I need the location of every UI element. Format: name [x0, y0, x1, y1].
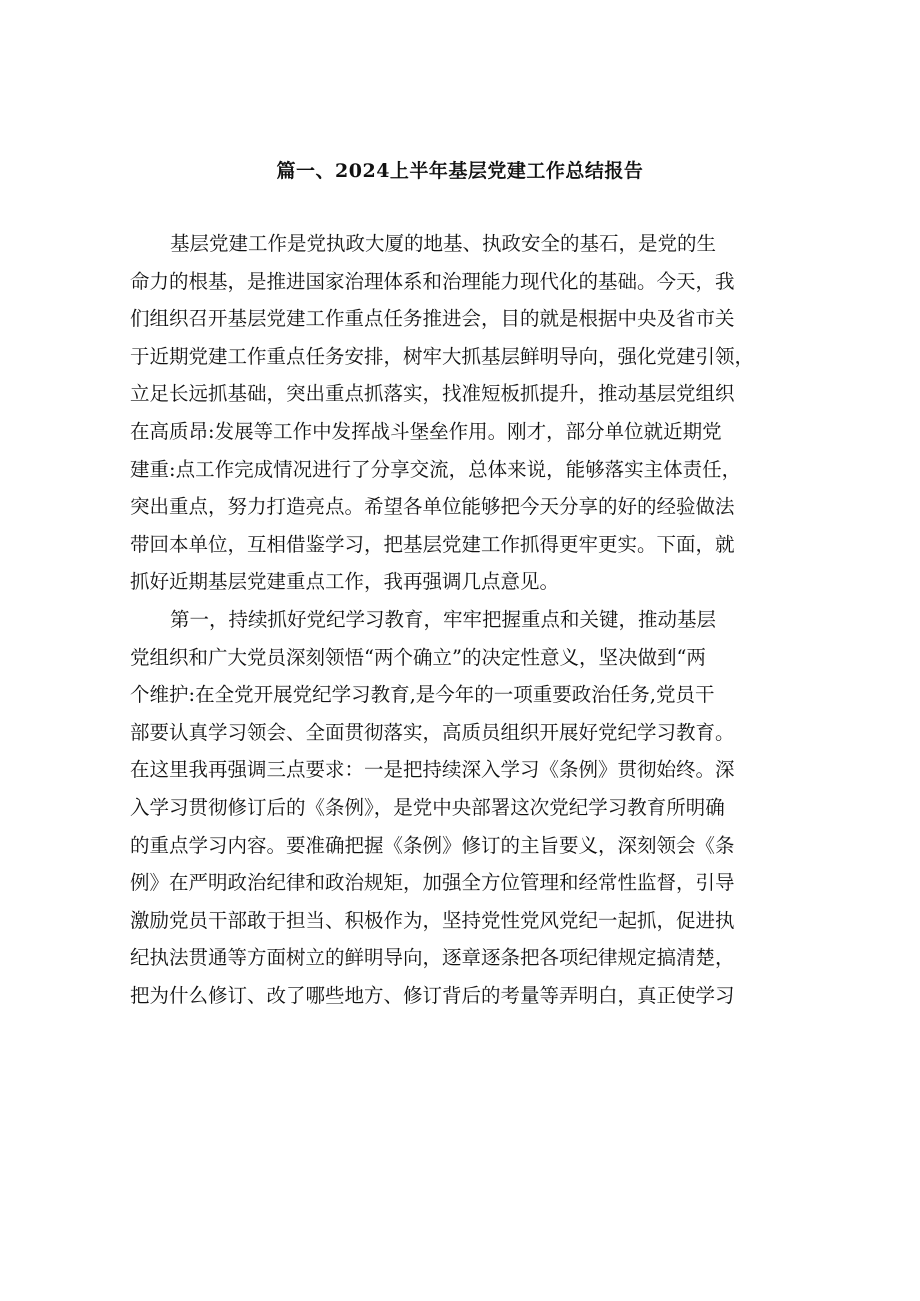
paragraph-line: 在这里我再强调三点要求：一是把持续深入学习《条例》贯彻始终。深 [130, 758, 735, 782]
paragraph-line: 第一，持续抓好党纪学习教育，牢牢把握重点和关键，推动基层 [170, 607, 717, 631]
paragraph-line: 个维护:在全党开展党纪学习教育,是今年的一项重要政治任务,党员干 [130, 683, 715, 707]
paragraph-2 [130, 601, 800, 1015]
paragraph-line: 激励党员干部敢于担当、积极作为，坚持党性党风党纪一起抓，促进执 [130, 908, 735, 932]
paragraph-line: 们组织召开基层党建工作重点任务推进会，目的就是根据中央及省市关 [130, 307, 735, 331]
paragraph-line: 命力的根基，是推进国家治理体系和治理能力现代化的基础。今天，我 [130, 269, 735, 293]
paragraph-line: 例》在严明政治纪律和政治规矩，加强全方位管理和经常性监督，引导 [130, 871, 735, 895]
paragraph-line: 的重点学习内容。要准确把握《条例》修订的主旨要义，深刻领会《条 [130, 833, 735, 857]
paragraph-line: 建重:点工作完成情况进行了分享交流，总体来说，能够落实主体责任， [130, 457, 742, 481]
paragraph-line: 党组织和广大党员深刻领悟“两个确立”的决定性意义，坚决做到“两 [130, 645, 706, 669]
paragraph-line: 部要认真学习领会、全面贯彻落实，高质员组织开展好党纪学习教育。 [130, 720, 735, 744]
paragraph-line: 于近期党建工作重点任务安排，树牢大抓基层鲜明导向，强化党建引领， [130, 344, 755, 368]
document-title: 篇一、2024上半年基层党建工作总结报告 [276, 160, 644, 182]
paragraph-1 [130, 225, 800, 601]
paragraph-line: 把为什么修订、改了哪些地方、修订背后的考量等弄明白，真正使学习 [130, 983, 735, 1007]
paragraph-line: 基层党建工作是党执政大厦的地基、执政安全的基石，是党的生 [170, 232, 717, 255]
paragraph-line: 抓好近期基层党建重点工作，我再强调几点意见。 [130, 570, 560, 594]
paragraph-line: 纪执法贯通等方面树立的鲜明导向，逐章逐条把各项纪律规定搞清楚， [130, 946, 735, 970]
document-body [130, 225, 800, 1014]
paragraph-line: 入学习贯彻修订后的《条例》，是党中央部署这次党纪学习教育所明确 [130, 795, 725, 819]
paragraph-line: 在高质昂:发展等工作中发挥战斗堡垒作用。刚才，部分单位就近期党 [130, 419, 722, 443]
paragraph-line: 立足长远抓基础，突出重点抓落实，找准短板抓提升，推动基层党组织 [130, 382, 735, 406]
paragraph-line: 带回本单位，互相借鉴学习，把基层党建工作抓得更牢更实。下面，就 [130, 532, 735, 556]
paragraph-line: 突出重点，努力打造亮点。希望各单位能够把今天分享的好的经验做法 [130, 495, 735, 519]
